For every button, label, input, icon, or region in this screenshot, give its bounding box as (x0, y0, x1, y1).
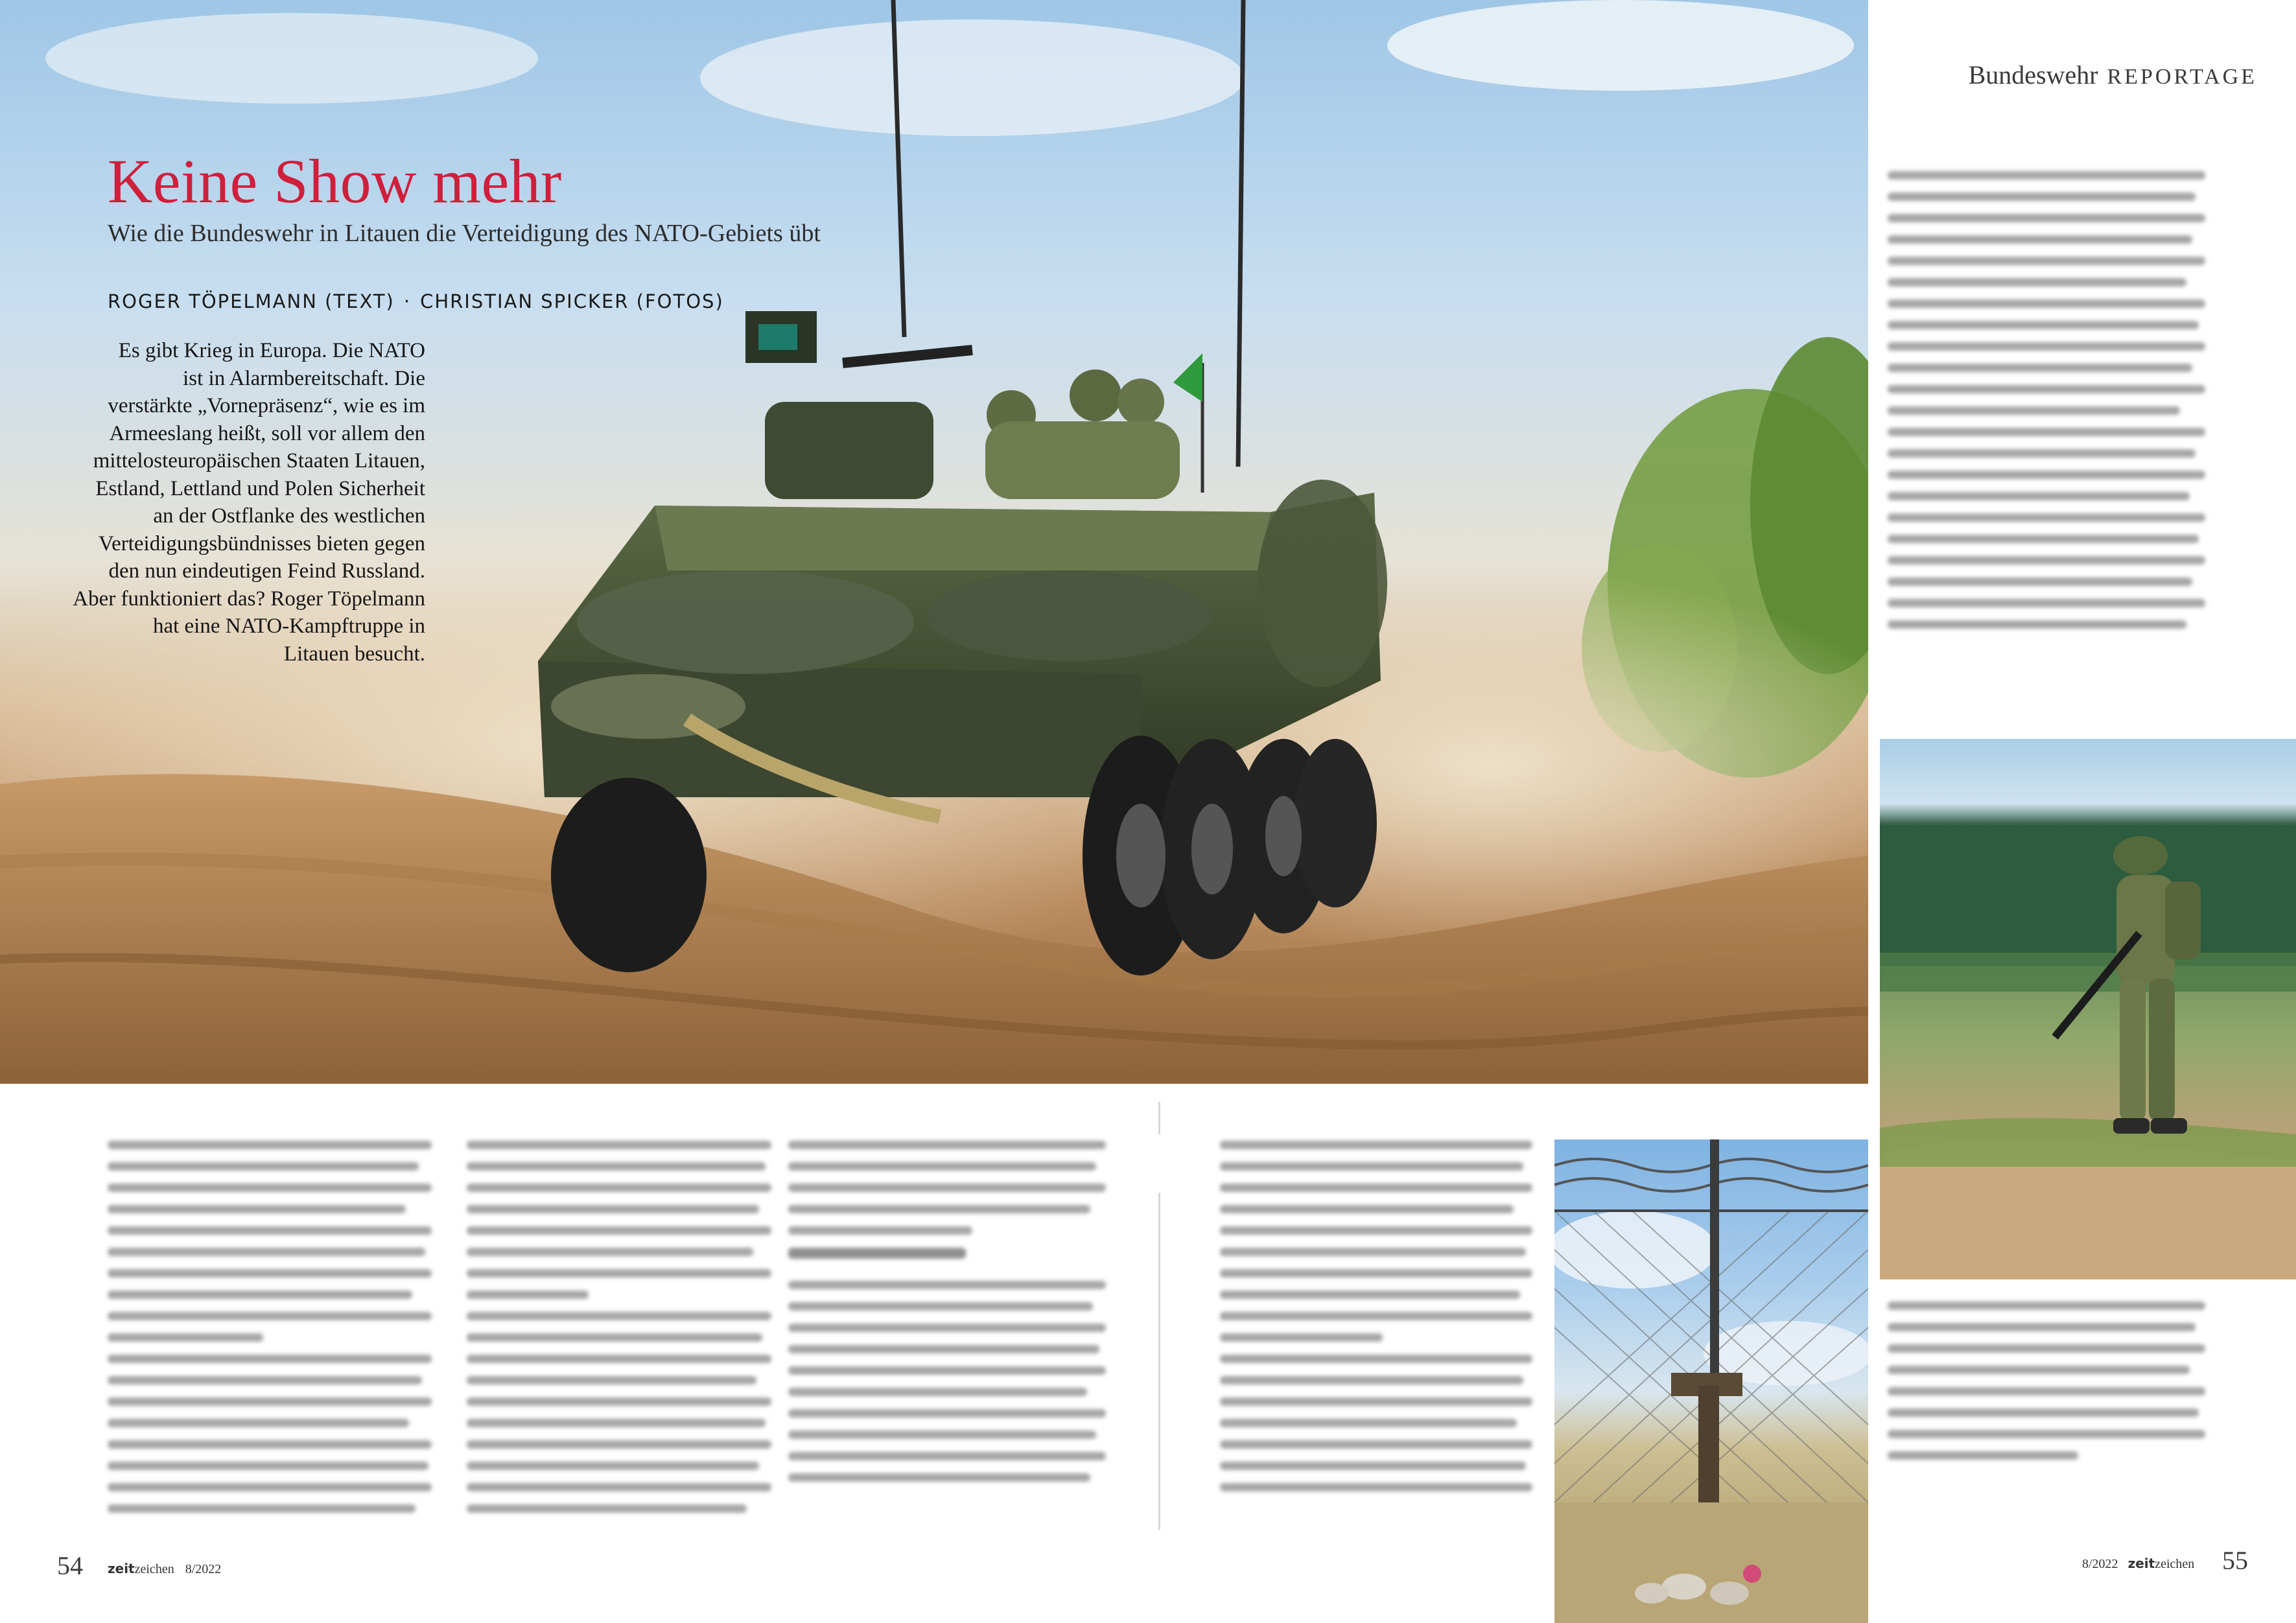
magazine-footer-right (2082, 1556, 2194, 1572)
soldier-illustration (1880, 739, 2296, 1279)
mag-name-rest: zeichen (2155, 1557, 2195, 1571)
border-fence-cross-photo (1554, 1139, 1868, 1623)
body-column-4 (1220, 1141, 1532, 1504)
lead-line: den nun eindeutigen Feind Russland. (108, 559, 425, 583)
running-head (1969, 60, 2257, 90)
lead-line: Armeeslang heißt, soll vor allem den (109, 421, 425, 445)
lead-line: Aber funktioniert das? Roger Töpelmann (73, 587, 425, 611)
article-subtitle: Wie die Bundeswehr in Litauen die Verteidigung des NATO-Gebiets übt (108, 220, 821, 247)
magazine-footer-left (108, 1561, 221, 1577)
issue-number: 8/2022 (2082, 1557, 2118, 1571)
fence-cross-illustration (1554, 1139, 1868, 1623)
lead-line: verstärkte „Vornepräsenz“, wie es im (108, 394, 425, 417)
lead-paragraph (26, 337, 425, 668)
lead-line: mittelosteuropäischen Staaten Litauen, (93, 449, 425, 473)
lead-line: ist in Alarmbereitschaft. Die (183, 366, 425, 390)
photo-caption (1888, 1302, 2205, 1473)
byline-photographer: CHRISTIAN SPICKER (FOTOS) (420, 290, 724, 312)
page-number-left: 54 (57, 1551, 83, 1580)
right-top-column (1888, 171, 2205, 642)
lead-line: Estland, Lettland und Polen Sicherheit (95, 476, 425, 500)
gutter-rule (1158, 1102, 1160, 1134)
body-column-1 (108, 1141, 432, 1526)
byline-separator: · (403, 290, 412, 312)
gutter-rule (1158, 1193, 1160, 1530)
lead-line: Litauen besucht. (283, 642, 425, 666)
byline (108, 290, 724, 312)
soldier-patrol-photo (1880, 739, 2296, 1279)
mag-name-bold: zeit (2127, 1556, 2155, 1571)
mag-name-rest: zeichen (134, 1562, 174, 1576)
body-column-3 (788, 1141, 1106, 1495)
article-title: Keine Show mehr (108, 146, 562, 216)
lead-line: an der Ostflanke des westlichen (153, 504, 425, 528)
issue-number: 8/2022 (185, 1562, 222, 1576)
lead-line: Es gibt Krieg in Europa. Die NATO (118, 339, 425, 362)
byline-author: ROGER TÖPELMANN (TEXT) (108, 290, 395, 312)
rubric: REPORTAGE (2107, 65, 2257, 89)
body-column-2 (467, 1141, 771, 1526)
section-name: Bundeswehr (1968, 60, 2098, 89)
mag-name-bold: zeit (108, 1561, 135, 1576)
page-number-right: 55 (2222, 1546, 2248, 1575)
lead-line: hat eine NATO-Kampftruppe in (152, 614, 425, 638)
lead-line: Verteidigungsbündnisses bieten gegen (98, 531, 425, 555)
